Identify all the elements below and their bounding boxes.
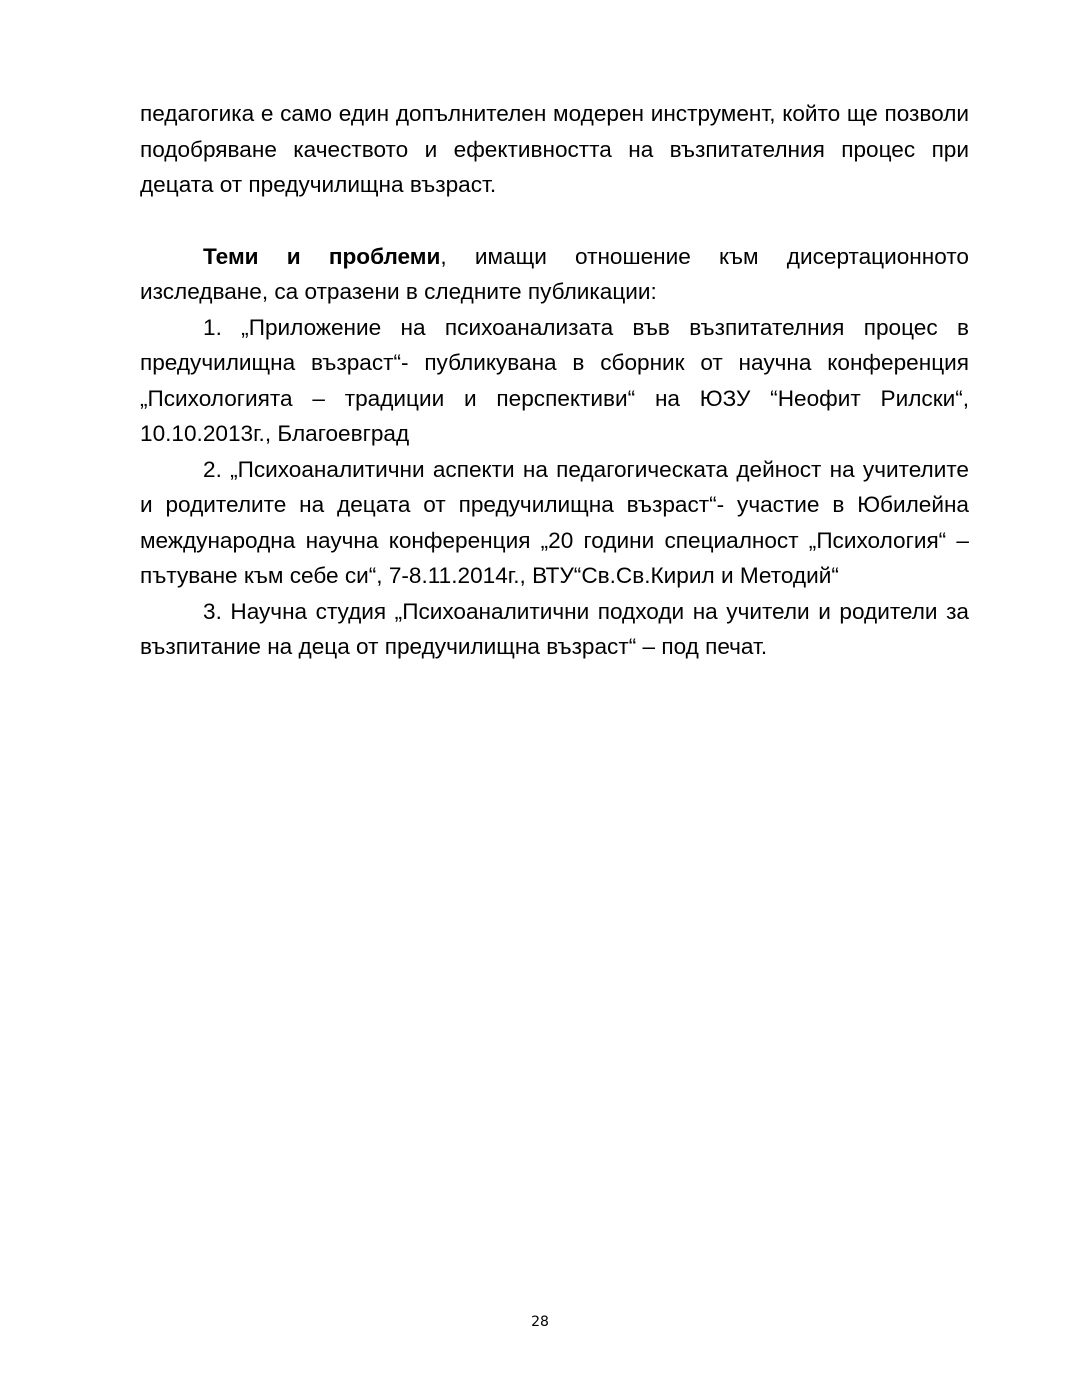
publication-item-1: 1. „Приложение на психоанализата във възпитателния процес в предучилищна възраст“- публикувана в сборник от научна конференция „Психологията – традиции и перспективи“ на ЮЗУ “Неофит Рилски“, 10.10.2013г., Благоевград: [140, 314, 969, 446]
page-number: 28: [531, 1314, 549, 1330]
publication-item-2: 2. „Психоаналитични аспекти на педагогическата дейност на учителите и родителите на децата от предучилищна възраст“- участие в Юбилейна международна научна конференция „20 години специалност „Психология“ – пътуване към себе си“, 7-8.11.2014г., ВТУ“Св.Св.Кирил и Методий“: [140, 456, 969, 588]
paragraph-spacer: [140, 203, 969, 239]
topics-intro-bold-lead: Теми и проблеми: [203, 243, 441, 269]
page-body: [140, 96, 969, 665]
topics-intro-text: , имащи отношение към дисертационното изследване, са отразени в следните публикации:: [140, 243, 969, 304]
paragraph-continuation: педагогика е само един допълнителен модерен инструмент, който ще позволи подобряване качеството и ефективността на възпитателния процес при децата от предучилищна възраст.: [140, 101, 969, 197]
publication-item-3: 3. Научна студия „Психоаналитични подходи на учители и родители за възпитание на деца от предучилищна възраст“ – под печат.: [140, 598, 969, 659]
topics-intro-paragraph: [140, 239, 969, 310]
